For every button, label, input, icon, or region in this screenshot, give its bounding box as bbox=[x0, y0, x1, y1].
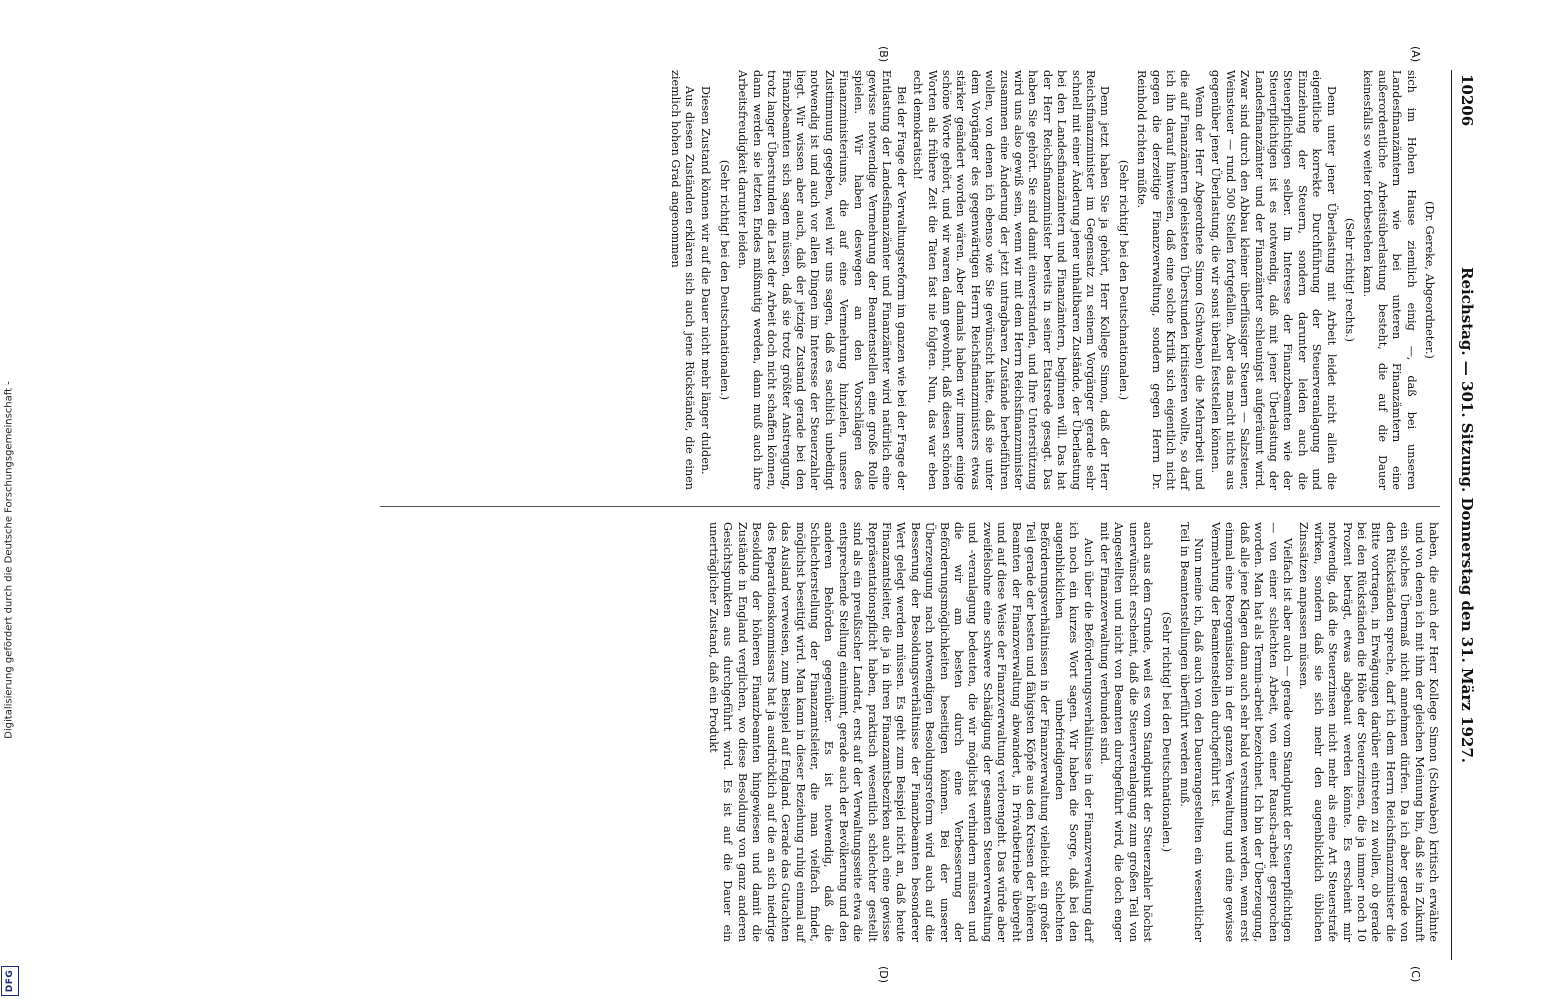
margin-marker-d: (D) bbox=[877, 966, 890, 984]
paragraph: auch aus dem Grunde, weil es vom Standpunkt der Steuerzahler höchst unerwünscht erscheint, daß die Steuerveranlagung zum großen Teil von Angestellten und nicht von Beamten durchgeführt wird, die doch enger mit der Finanzverwaltung verbunden sind. bbox=[1098, 522, 1155, 942]
margin-marker-c: (C) bbox=[1409, 966, 1422, 983]
paragraph: Denn jetzt haben Sie ja gehört, Herr Kollege Simon, daß der Herr Reichsfinanzminister im Gegensatz zu seinem Vorgänger gerade sehr schnell mit einer Änderung jener unhaltbaren Zustände, der Überlastung bei den Landesfinanzämtern und Finanzämtern, beginnen will. Das hat der Herr Reichsfinanzminister bereits in seiner Etatsrede gesagt. Das haben Sie gehört. Sie sind damit einverstanden, und Ihre Unterstützung wird uns also gewiß sein, wenn wir mit dem Herrn Reichsfinanzminister zusammen eine Änderung der jetzt untragbaren Zustände herbeiführen wollen, von denen ich ebenso wie Sie gewünscht hätte, daß sie unter dem Vorgänger des gegenwärtigen Herrn Reichsfinanzministers etwas stärker geändert worden wären. Aber damals haben wir immer einige schöne Worte gehört, und wir waren dann gewohnt, daß diesen schönen Worten als frühere Zeit die Taten fast nie folgten. Nun, das war eben echt demokratisch! bbox=[911, 70, 1112, 490]
interjection: (Sehr richtig! bei den Deutschnationalen.) bbox=[1116, 159, 1130, 401]
interjection: (Sehr richtig! bei den Deutschnationalen.) bbox=[717, 159, 731, 401]
document-page bbox=[360, 0, 1560, 1000]
interjection: (Sehr richtig! rechts.) bbox=[1342, 217, 1356, 343]
interjection: (Sehr richtig! bei den Deutschnationalen.) bbox=[1159, 611, 1173, 853]
paragraph: Denn unter jener Überlastung mit Arbeit leidet nicht allein die eigentliche korrekte Durchführung der Steuerveranlagung und Einziehung der Steuern, sondern darunter leiden auch die Steuerpflichtigen selber. Im Interesse der Finanzbeamten wie der Steuerpflichtigen ist es notwendig, daß mit jener Überlastung der Landesfinanzämter und der Finanzämter schleunigst aufgeräumt wird. Zwar sind durch den Abbau kleiner überflüssiger Steuern — Salzsteuer, Weinsteuer — rund 500 Stellen fortgefallen. Aber das macht nichts aus gegenüber jener Überlastung, die wir sonst überall feststellen können. bbox=[1209, 70, 1338, 490]
paragraph: Nun meine ich, daß auch von den Dauerangestellten ein wesentlicher Teil in Beamtenstellungen überführt werden muß. bbox=[1178, 522, 1206, 942]
paragraph: Aus diesen Zuständen erklären sich auch jene Rückstände, die einen ziemlich hohen Grad angenommen bbox=[668, 70, 697, 490]
margin-marker-b: (B) bbox=[877, 46, 890, 63]
dfg-logo-text: DFG bbox=[5, 969, 15, 993]
paragraph: Diesen Zustand können wir auf die Dauer nicht mehr länger dulden. bbox=[699, 86, 713, 475]
paragraph: Auch über die Beförderungsverhältnisse in der Finanzverwaltung darf ich noch ein kurzes Wort sagen. Wir haben die Sorge, daß bei den augenblicklichen unbefriedigenden schlechten Beförderungsverhältnissen in der Finanzverwaltung vielleicht ein großer Teil gerade der besten und fähigsten Köpfe aus den Kreisen der höheren Beamten der Finanzverwaltung abwandert, in Privatbetriebe übergeht und auf diese Weise der Finanzverwaltung verlorengeht. Das würde aber zweifelsohne eine schwere Schädigung der gesamten Steuerverwaltung und -veranlagung bedeuten, die wir möglichst verhindern müssen und die wir am besten durch eine Verbesserung der Beförderungsmöglichkeiten beseitigen können. Bei der unserer Überzeugung nach notwendigen Besoldungsreform wird auch auf die Besserung der Besoldungsverhältnisse der Finanzbeamten besonderer Wert gelegt werden müssen. Es geht zum Beispiel nicht an, daß heute Finanzamtsleiter, die ja in ihren Finanzamtsbezirken auch eine gewisse Repräsentationspflicht haben, praktisch wesentlich schlechter gestellt sind als ein preußischer Landrat, erst auf der Verwaltungsseite etwa die entsprechende Stellung einnimmt, gerade auch der Bevölkerung und den anderen Behörden gegenüber. Es ist notwendig, daß die Schlechterstellung der Finanzamtsleiter, die man vielfach findet, möglichst beseitigt wird. Man kann in dieser Beziehung ruhig einmal auf das Ausland verweisen, zum Beispiel auf England. Gerade das Gutachten des Reparationskommissars hat ja ausdrücklich auf die an sich niedrige Besoldung der höheren Finanzbeamten hingewiesen und damit die Zustände in England verglichen, wo diese Besoldung von ganz anderen Gesichtspunkten aus durchgeführt wird. Es ist auf die Dauer ein unerträglicher Zustand, daß ein Produkt bbox=[707, 522, 1095, 942]
column-divider bbox=[380, 506, 1440, 507]
left-column bbox=[380, 70, 1440, 490]
paragraph: sich im Hohen Hause ziemlich einig —, daß bei unseren Landesfinanzämtern wie bei unteren Finanzämtern eine außerordentliche Arbeitsüberlastung besteht, die auf die Dauer keinesfalls so weiter fortbestehen kann. bbox=[1361, 70, 1418, 490]
digitization-note: Digitalisierung gefördert durch die Deutsche Forschungsgemeinschaft - bbox=[3, 381, 15, 739]
page-header bbox=[1451, 70, 1480, 960]
page-number: 10206 bbox=[1458, 74, 1476, 127]
page-title: Reichstag. — 301. Sitzung. Donnerstag den 31. März 1927. bbox=[1458, 267, 1476, 763]
dfg-logo-icon bbox=[1, 966, 19, 996]
paragraph: Bei der Frage der Verwaltungsreform im ganzen wie bei der Frage der Entlastung der Landesfinanzämter und Finanzämter wird natürlich eine gewisse notwendige Vermehrung der Beamtenstellen eine große Rolle spielen. Wir haben deswegen an den Vorschlägen des Finanzministeriums, die auf eine Vermehrung hinzielen, unsere Zustimmung gegeben, weil wir uns sagen, daß es sachlich unbedingt notwendig ist und auch vor allen Dingen im Interesse der Steuerzahler liegt. Wir wissen aber auch, daß der jetzige Zustand gerade bei den Finanzbeamten sich sagen müssen, daß sie trotz größter Anstrengung, trotz langer Überstunden die Last der Arbeit doch nicht schaffen können, dann werden sie letzten Endes mißmutig werden, dann muß auch ihre Arbeitsfreudigkeit darunter leiden. bbox=[736, 70, 908, 490]
digitization-footer bbox=[0, 0, 18, 1000]
margin-marker-a: (A) bbox=[1409, 46, 1422, 63]
paragraph: Vielfach ist aber auch — gerade vom Standpunkt der Steuerpflichtigen — von einer schlechten Arbeit, von einer Rausch-arbeit gesprochen worden. Man hat als Termin-arbeit bezeichnet. Ich bin der Überzeugung, daß alle jene Klagen dann auch sehr bald verstummen werden, wenn erst einmal eine Reorganisation in der ganzen Verwaltung und eine gewisse Vermehrung der Beamtenstellen durchgeführt ist. bbox=[1208, 522, 1294, 942]
page-content bbox=[360, 46, 1480, 984]
paragraph: haben, die auch der Herr Kollege Simon (Schwaben) kritisch erwähnte und von denen ich mit ihm der gleichen Meinung bin, daß sie in Zukunft ein solches Übermaß nicht annehmen dürfen. Da ich aber gerade von den Rückständen spreche, darf ich dem Herrn Reichsfinanzminister die Bitte vortragen, in Erwägungen darüber eintreten zu wollen, ob gerade bei den Rückständen die Höhe der Steuerzinsen, die ja immer noch 10 Prozent beträgt, etwas abgebaut werden könnte. Es erscheint mir notwendig, daß die Steuerzinsen nicht mehr als eine Art Steuerstrafe wirken, sondern daß sie sich mehr den augenblicklich üblichen Zinssätzen anpassen müssen. bbox=[1297, 522, 1440, 942]
speaker-label: (Dr. Gereke, Abgeordneter.) bbox=[1423, 201, 1436, 359]
paragraph: Wenn der Herr Abgeordnete Simon (Schwaben) die Mehrarbeit und die auf Finanzämtern geleisteten Überstunden kritisieren wollte, so darf ich ihn darauf hinweisen, daß eine solche Kritik sich eigentlich nicht gegen die derzeitige Finanzverwaltung, sondern gegen Herrn Dr. Reinhold richten müßte. bbox=[1135, 70, 1206, 490]
right-column bbox=[380, 522, 1440, 942]
